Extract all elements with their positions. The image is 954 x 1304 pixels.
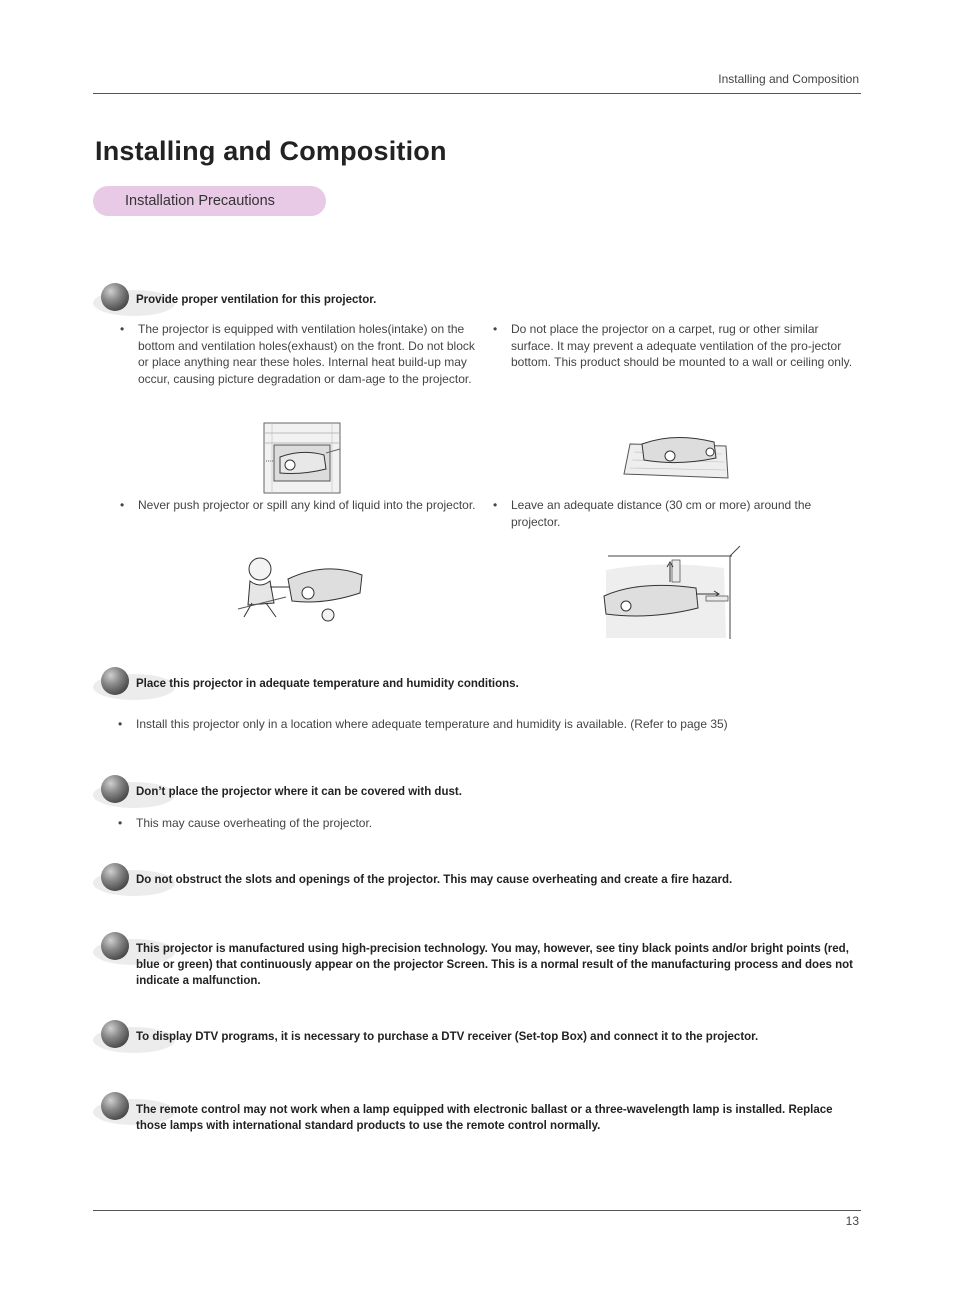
item-text: This may cause overheating of the projector.: [136, 816, 373, 830]
precaution-heading: To display DTV programs, it is necessary to purchase a DTV receiver (Set-top Box) and connect it to the projector.: [136, 1031, 759, 1043]
running-head: Installing and Composition: [718, 72, 859, 86]
precaution-heading: This projector is manufactured using high-precision technology. You may, however, see tiny black points and/or bright points (red, blue or green) that continuously appear on the projector Screen. This is a normal result of the manufacturing process and does not indicate a malfunction.: [136, 943, 853, 987]
section-bullet-icon: [93, 667, 137, 701]
item-text: Never push projector or spill any kind of liquid into the projector.: [138, 498, 476, 512]
section-bullet-icon: [93, 932, 137, 966]
clearance-distance-illustration: [600, 546, 744, 640]
precaution-heading: Provide proper ventilation for this projector.: [136, 294, 377, 306]
bullet-dot: •: [493, 322, 498, 336]
precaution-heading: Don’t place the projector where it can be covered with dust.: [136, 786, 462, 798]
item-text: Do not place the projector on a carpet, rug or other similar surface. It may prevent a adequate ventilation of the pro-jector bottom. This product should be mounted to a wall or ceiling only.: [511, 322, 853, 370]
section-bullet-icon: [93, 283, 137, 317]
list-item: [118, 716, 860, 733]
section-bullet-icon: [93, 1092, 137, 1126]
bullet-dot: •: [118, 717, 123, 731]
item-text: The projector is equipped with ventilation holes(intake) on the bottom and ventilation holes(exhaust) on the front. Do not block or place anything near these holes. Internal heat build-up may occur, causing picture degradation or dam-age to the projector.: [138, 322, 475, 386]
bullet-dot: •: [120, 498, 125, 512]
list-item: [493, 321, 859, 371]
projector-on-carpet-illustration: [622, 432, 730, 482]
precaution-heading: The remote control may not work when a lamp equipped with electronic ballast or a three-wavelength lamp is installed. Replace those lamps with international standard products to use the remote control normally.: [136, 1104, 833, 1132]
bullet-dot: •: [120, 322, 125, 336]
footer-rule: [93, 1210, 861, 1211]
precaution-heading: Do not obstruct the slots and openings of the projector. This may cause overheating and create a fire hazard.: [136, 874, 733, 886]
bullet-dot: •: [118, 816, 123, 830]
list-item: [493, 497, 859, 530]
precaution-heading: Place this projector in adequate temperature and humidity conditions.: [136, 678, 519, 690]
section-bullet-icon: [93, 775, 137, 809]
list-item: [120, 497, 482, 514]
item-text: Install this projector only in a location where adequate temperature and humidity is available. (Refer to page 35): [136, 717, 728, 731]
projector-enclosed-illustration: [262, 421, 344, 495]
list-item: [120, 321, 482, 387]
header-rule: [93, 93, 861, 94]
page-title: Installing and Composition: [95, 136, 447, 166]
pushing-projector-illustration: [236, 553, 366, 625]
section-bullet-icon: [93, 863, 137, 897]
bullet-dot: •: [493, 498, 498, 512]
section-pill: Installation Precautions: [93, 186, 326, 216]
page-number: 13: [845, 1214, 859, 1228]
section-bullet-icon: [93, 1020, 137, 1054]
list-item: [118, 815, 860, 832]
item-text: Leave an adequate distance (30 cm or more) around the projector.: [511, 498, 812, 529]
